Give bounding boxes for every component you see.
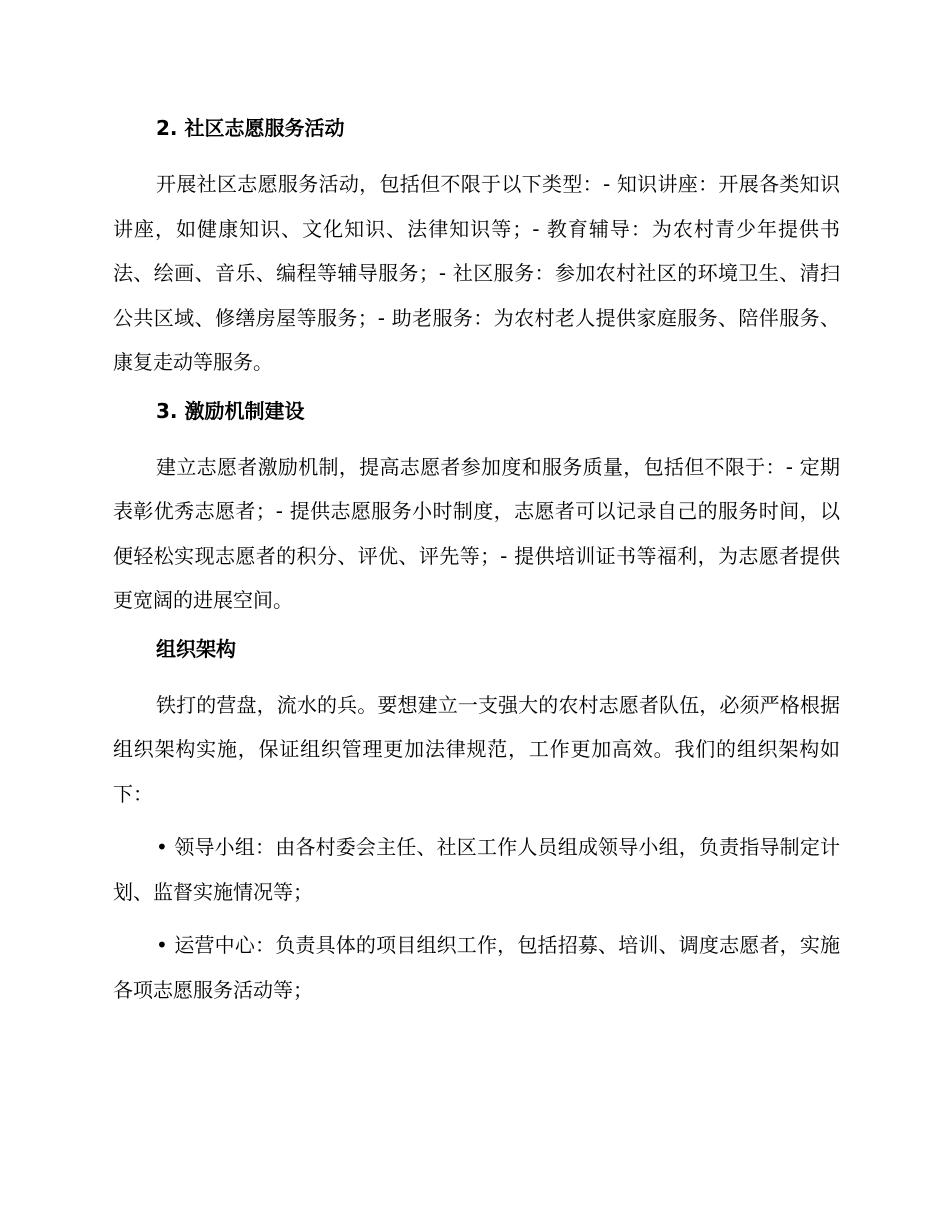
paragraph-organization-intro: 铁打的营盘，流水的兵。要想建立一支强大的农村志愿者队伍，必须严格根据组织架构实施，保证组织管理更加法律规范，工作更加高效。我们的组织架构如下：	[113, 692, 840, 806]
paragraph-incentive: 建立志愿者激励机制，提高志愿者参加度和服务质量，包括但不限于：- 定期表彰优秀志愿者；- 提供志愿服务小时制度，志愿者可以记录自己的服务时间，以便轻松实现志愿者的积分、评优、评先等；- 提供培训证书等福利，为志愿者提供更宽阔的进展空间。	[113, 454, 840, 612]
section-heading-organization: 组织架构	[156, 636, 236, 661]
document-content	[113, 111, 840, 1012]
list-item-leadership-group: • 领导小组：由各村委会主任、社区工作人员组成领导小组，负责指导制定计划、监督实施情况等；	[113, 835, 840, 904]
list-item-operations-center: • 运营中心：负责具体的项目组织工作，包括招募、培训、调度志愿者，实施各项志愿服务活动等；	[113, 933, 840, 1002]
paragraph-community-activities: 开展社区志愿服务活动，包括但不限于以下类型：- 知识讲座：开展各类知识讲座，如健康知识、文化知识、法律知识等；- 教育辅导：为农村青少年提供书法、绘画、音乐、编程等辅导服务；- 社区服务：参加农村社区的环境卫生、清扫公共区域、修缮房屋等服务；- 助老服务：为农村老人提供家庭服务、陪伴服务、康复走动等服务。	[113, 172, 840, 374]
section-heading-incentive: 3. 激励机制建设	[156, 398, 305, 423]
section-heading-community-volunteer: 2. 社区志愿服务活动	[156, 116, 345, 140]
